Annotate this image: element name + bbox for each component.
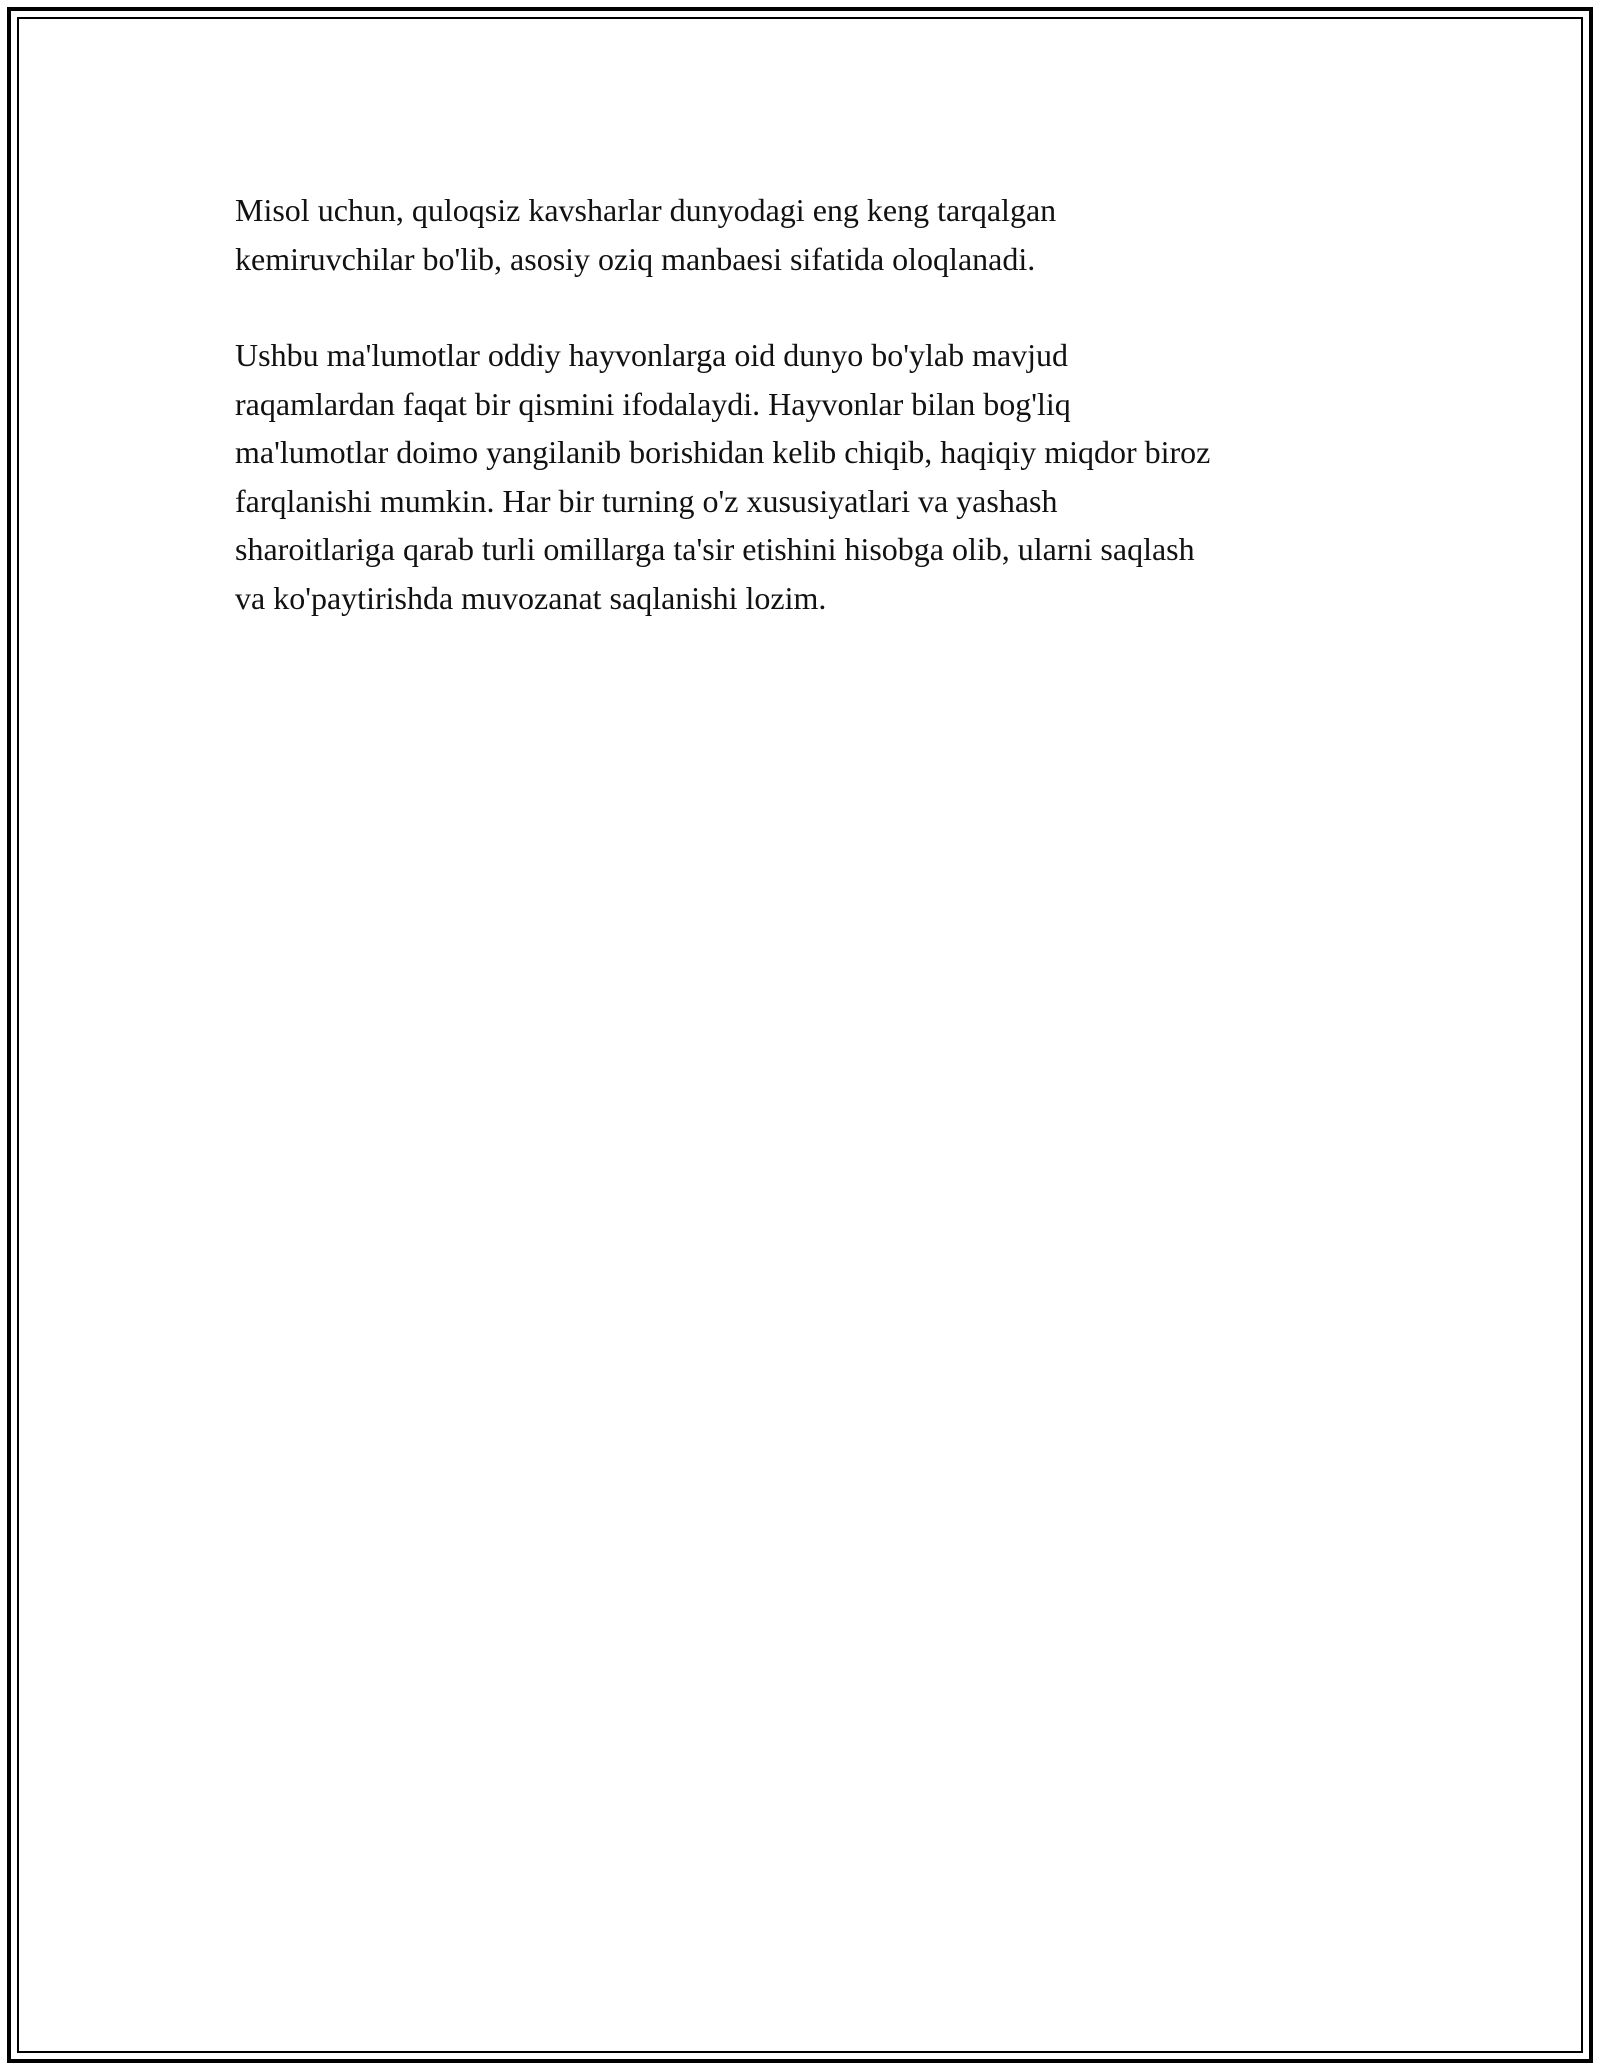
text-line: va ko'paytirishda muvozanat saqlanishi lozim. (235, 579, 827, 616)
paragraph-1 (235, 186, 1365, 283)
text-line: farqlanishi mumkin. Har bir turning o'z xususiyatlari va yashash (235, 482, 1058, 519)
paragraph-2 (235, 331, 1365, 622)
text-line: ma'lumotlar doimo yangilanib borishidan kelib chiqib, haqiqiy miqdor biroz (235, 434, 1211, 470)
text-line: raqamlardan faqat bir qismini ifodalaydi. Hayvonlar bilan bog'liq (235, 385, 1071, 422)
text-line: kemiruvchilar bo'lib, asosiy oziq manbaesi sifatida oloqlanadi. (235, 240, 1036, 277)
text-line: Ushbu ma'lumotlar oddiy hayvonlarga oid dunyo bo'ylab mavjud (235, 337, 1069, 373)
text-line: sharoitlariga qarab turli omillarga ta'sir etishini hisobga olib, ularni saqlash (235, 531, 1195, 567)
text-line: Misol uchun, quloqsiz kavsharlar dunyodagi eng keng tarqalgan (235, 192, 1057, 228)
document-body (235, 186, 1365, 670)
